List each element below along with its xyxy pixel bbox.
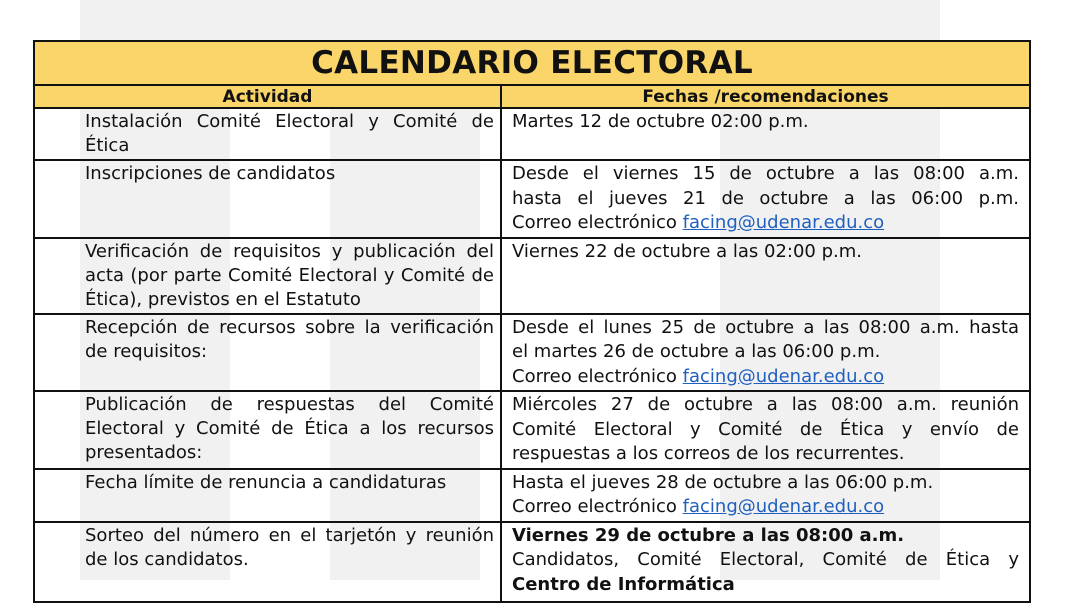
table-row	[34, 238, 1030, 314]
date-line: Candidatos, Comité Electoral, Comité de Ética y	[512, 549, 1019, 570]
header-row	[34, 85, 1030, 108]
watermark-shape	[80, 0, 940, 40]
dates-cell	[501, 238, 1030, 314]
date-line: Martes 12 de octubre 02:00 p.m.	[512, 111, 809, 132]
date-line: Comité Electoral y Comité de Ética y envío de	[512, 418, 1019, 440]
table-row	[34, 522, 1030, 602]
date-line: el martes 26 de octubre a las 06:00 p.m.	[512, 341, 881, 362]
email-link[interactable]: facing@udenar.edu.co	[682, 212, 885, 233]
email-link[interactable]: facing@udenar.edu.co	[682, 496, 885, 517]
date-line: hasta el jueves 21 de octubre a las 06:00 p.m.	[512, 187, 1019, 209]
activity-cell: Publicación de respuestas del Comité Electoral y Comité de Ética a los recursos presentados:	[34, 391, 501, 469]
date-line: Viernes 22 de octubre a las 02:00 p.m.	[512, 240, 862, 262]
column-header-activity: Actividad	[34, 85, 501, 108]
activity-cell: Inscripciones de candidatos	[34, 160, 501, 238]
electoral-calendar-table	[33, 40, 1031, 603]
date-line: Desde el lunes 25 de octubre a las 08:00 a.m. hasta	[512, 316, 1019, 338]
dates-cell	[501, 391, 1030, 469]
activity-cell: Fecha límite de renuncia a candidaturas	[34, 469, 501, 522]
date-line: Centro de Informática	[512, 573, 735, 595]
activity-cell: Instalación Comité Electoral y Comité de Ética	[34, 108, 501, 160]
date-line: Miércoles 27 de octubre a las 08:00 a.m. reunión	[512, 394, 1019, 415]
date-line: Desde el viernes 15 de octubre a las 08:00 a.m.	[512, 163, 1019, 184]
activity-cell: Sorteo del número en el tarjetón y reunión de los candidatos.	[34, 522, 501, 602]
email-line	[512, 365, 1019, 390]
column-header-dates: Fechas /recomendaciones	[501, 85, 1030, 108]
table-row	[34, 108, 1030, 160]
date-line: Hasta el jueves 28 de octubre a las 06:00 p.m.	[512, 471, 934, 493]
activity-cell: Verificación de requisitos y publicación del acta (por parte Comité Electoral y Comité de Ética), previstos en el Estatuto	[34, 238, 501, 314]
date-line: Viernes 29 de octubre a las 08:00 a.m.	[512, 524, 905, 546]
email-label: Correo electrónico	[512, 496, 677, 517]
table-row	[34, 160, 1030, 238]
date-line: respuestas a los correos de los recurrentes.	[512, 443, 905, 464]
dates-cell	[501, 522, 1030, 602]
title-row	[34, 41, 1030, 85]
table-row	[34, 314, 1030, 392]
dates-cell	[501, 108, 1030, 160]
email-line	[512, 211, 1019, 236]
dates-cell	[501, 160, 1030, 238]
table-row	[34, 469, 1030, 522]
email-line	[512, 495, 1019, 520]
email-label: Correo electrónico	[512, 212, 677, 233]
activity-cell: Recepción de recursos sobre la verificación de requisitos:	[34, 314, 501, 392]
table-row	[34, 391, 1030, 469]
email-label: Correo electrónico	[512, 365, 677, 387]
dates-cell	[501, 314, 1030, 392]
table-title: CALENDARIO ELECTORAL	[34, 41, 1030, 85]
email-link[interactable]: facing@udenar.edu.co	[682, 365, 885, 387]
dates-cell	[501, 469, 1030, 522]
